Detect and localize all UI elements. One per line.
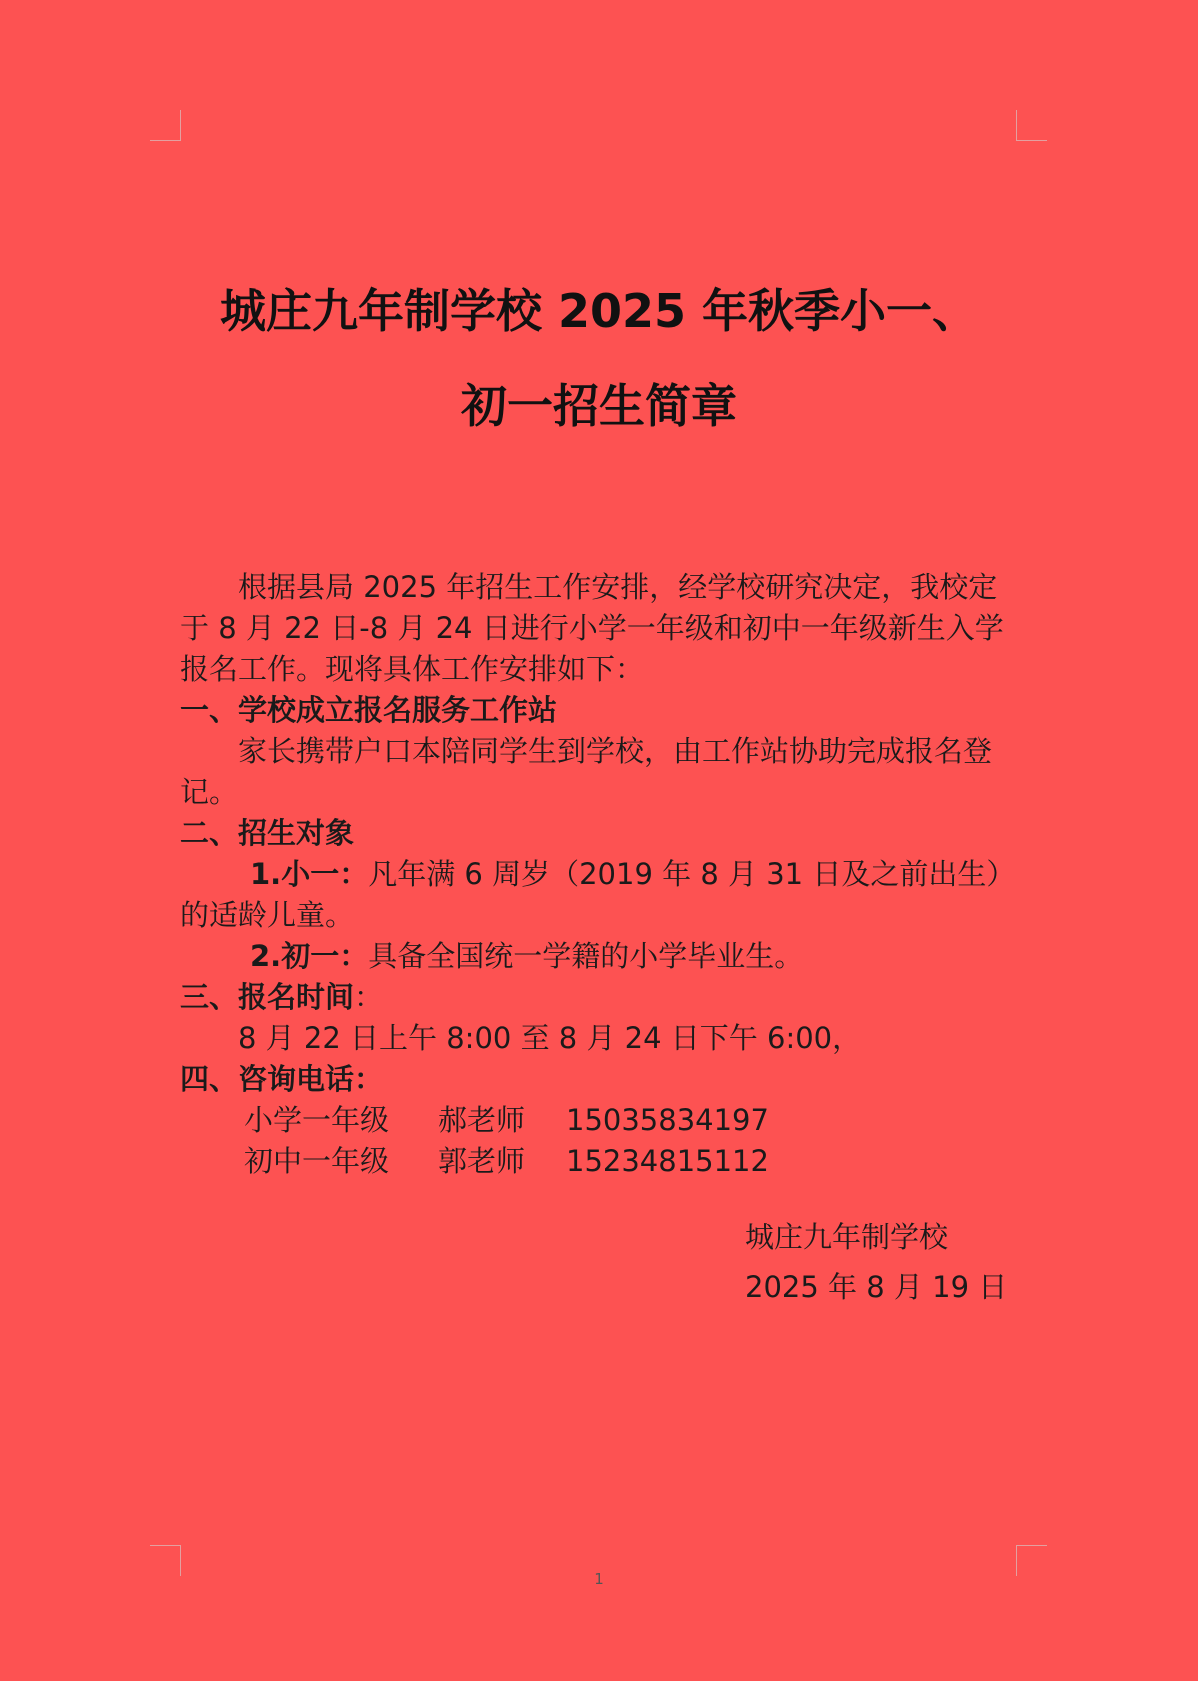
contact-row-junior — [180, 1141, 1016, 1182]
signature-school: 城庄九年制学校 — [745, 1220, 949, 1254]
enrollment-item-1 — [180, 854, 1016, 936]
section-3-heading: 三、报名时间 — [180, 980, 355, 1014]
contact-phone: 15035834197 — [566, 1103, 769, 1137]
contact-grade: 小学一年级 — [244, 1103, 390, 1137]
contact-phone: 15234815112 — [566, 1144, 769, 1178]
crop-mark-top-right — [1016, 110, 1047, 141]
enrollment-item-1-text: 凡年满 6 周岁（2019 年 8 月 31 日及之前出生）的适龄儿童。 — [180, 857, 1016, 932]
contact-teacher: 郭老师 — [438, 1144, 526, 1178]
enrollment-item-2 — [180, 936, 1016, 977]
section-1-heading: 一、学校成立报名服务工作站 — [180, 693, 558, 727]
crop-mark-top-left — [150, 110, 181, 141]
enrollment-item-2-label: 2.初一： — [250, 939, 369, 973]
contact-grade: 初中一年级 — [244, 1144, 390, 1178]
signature-date: 2025 年 8 月 19 日 — [745, 1270, 1008, 1304]
document-body — [180, 567, 1016, 1182]
section-3-heading-colon: ： — [354, 980, 384, 1014]
document-title-line-1: 城庄九年制学校 2025 年秋季小一、 — [219, 284, 979, 338]
section-4-heading: 四、咨询电话： — [180, 1062, 384, 1096]
section-1-text: 家长携带户口本陪同学生到学校，由工作站协助完成报名登记。 — [180, 734, 993, 809]
enrollment-item-2-text: 具备全国统一学籍的小学毕业生。 — [368, 939, 804, 973]
section-3-heading-row — [180, 977, 1016, 1018]
page-number: 1 — [594, 1570, 604, 1588]
registration-time-text: 8 月 22 日上午 8:00 至 8 月 24 日下午 6:00， — [238, 1021, 862, 1055]
signature-block — [745, 1212, 1007, 1312]
enrollment-item-1-label: 1.小一： — [250, 857, 369, 891]
document-title-line-2: 初一招生简章 — [461, 379, 737, 433]
contact-row-primary — [180, 1100, 1016, 1141]
contact-teacher: 郝老师 — [438, 1103, 526, 1137]
intro-paragraph: 根据县局 2025 年招生工作安排，经学校研究决定，我校定于 8 月 22 日-8 月 24 日进行小学一年级和初中一年级新生入学报名工作。现将具体工作安排如下： — [180, 570, 1004, 686]
section-2-heading: 二、招生对象 — [180, 816, 355, 850]
